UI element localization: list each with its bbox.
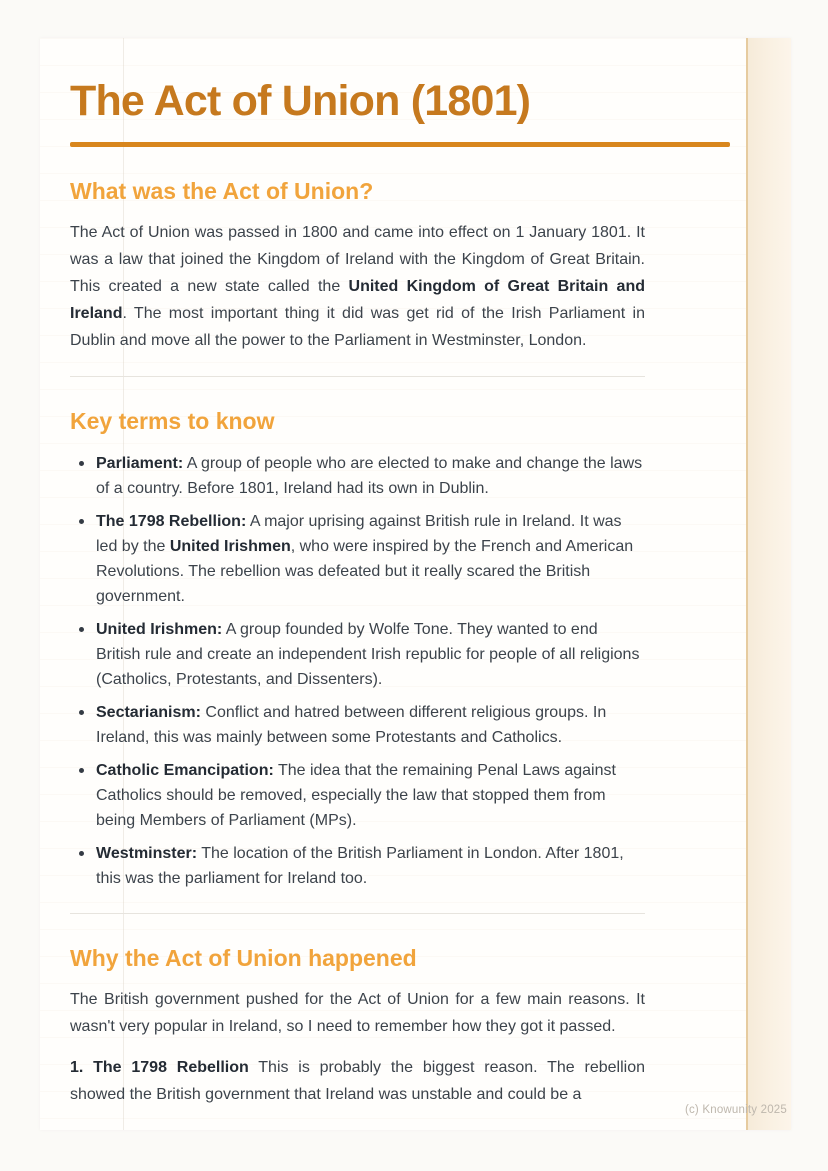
document-content — [40, 38, 645, 1108]
section-divider — [70, 913, 645, 914]
key-terms-list — [70, 451, 645, 891]
paragraph — [70, 219, 645, 354]
text-run: The idea that the remaining Penal Laws against Catholics should be removed, especially the law that stopped them from being Members of Parliament (MPs). — [96, 762, 616, 830]
section-heading: Why the Act of Union happened — [70, 945, 417, 972]
list-item-text — [96, 700, 645, 750]
paragraph — [70, 1054, 645, 1108]
page-edge-stripe — [746, 38, 791, 1130]
list-item-text — [96, 509, 645, 609]
section-key-terms — [70, 407, 645, 891]
term-label: Westminster: — [96, 845, 198, 863]
list-item-text — [96, 758, 645, 833]
text-run: The British government pushed for the Act of Union for a few main reasons. It wasn't very popular in Ireland, so I need to remember how they got it passed. — [70, 991, 645, 1036]
text-run: . The most important thing it did was get rid of the Irish Parliament in Dublin and move all the power to the Parliament in Westminster, London. — [70, 305, 645, 350]
list-item-text — [96, 451, 645, 501]
section-what-was-the-act-of-union — [70, 177, 645, 354]
bullet-icon — [79, 710, 84, 715]
section-heading: Key terms to know — [70, 408, 275, 435]
text-run: A group founded by Wolfe Tone. They wanted to end British rule and create an independent Irish republic for people of all religions (Catholics, Protestants, and Dissenters). — [96, 621, 640, 689]
text-run: A group of people who are elected to make and change the laws of a country. Before 1801, Ireland had its own in Dublin. — [96, 455, 643, 498]
title-underline — [70, 142, 730, 147]
page-title: The Act of Union (1801) — [70, 77, 531, 125]
term-label: The 1798 Rebellion: — [96, 513, 247, 531]
term-label: Catholic Emancipation: — [96, 762, 274, 780]
bullet-icon — [79, 627, 84, 632]
term-label: United Irishmen: — [96, 621, 223, 639]
document-page — [40, 38, 791, 1130]
text-run: This is probably the biggest reason. The rebellion showed the British government that Ireland was unstable and could be a — [70, 1059, 645, 1104]
bullet-icon — [79, 461, 84, 466]
term-label: Sectarianism: — [96, 704, 201, 722]
text-run: The location of the British Parliament in London. After 1801, this was the parliament for Ireland too. — [96, 845, 624, 888]
list-item — [70, 617, 645, 692]
section-why-it-happened — [70, 944, 645, 1108]
text-run: Conflict and hatred between different religious groups. In Ireland, this was mainly between some Protestants and Catholics. — [96, 704, 607, 747]
watermark: (c) Knowunity 2025 — [684, 1104, 787, 1116]
list-item — [70, 509, 645, 609]
section-heading: What was the Act of Union? — [70, 178, 374, 205]
section-divider — [70, 376, 645, 377]
list-item — [70, 451, 645, 501]
list-item-text — [96, 841, 645, 891]
list-item-text — [96, 617, 645, 692]
bullet-icon — [79, 768, 84, 773]
list-item — [70, 758, 645, 833]
paragraph — [70, 986, 645, 1040]
text-run: , who were inspired by the French and American Revolutions. The rebellion was defeated but it really scared the British government. — [96, 538, 634, 606]
term-label: Parliament: — [96, 455, 184, 473]
bullet-icon — [79, 519, 84, 524]
list-item — [70, 841, 645, 891]
bold-text-run: United Kingdom of Great Britain and Ireland — [70, 278, 645, 323]
bold-text-run: 1. The 1798 Rebellion — [70, 1059, 249, 1077]
bullet-icon — [79, 851, 84, 856]
list-item — [70, 700, 645, 750]
bold-text-run: United Irishmen — [169, 538, 291, 556]
text-run: A major uprising against British rule in Ireland. It was led by the — [96, 513, 622, 556]
text-run: The Act of Union was passed in 1800 and came into effect on 1 January 1801. It was a law that joined the Kingdom of Ireland with the Kingdom of Great Britain. This created a new state called the — [70, 224, 645, 296]
